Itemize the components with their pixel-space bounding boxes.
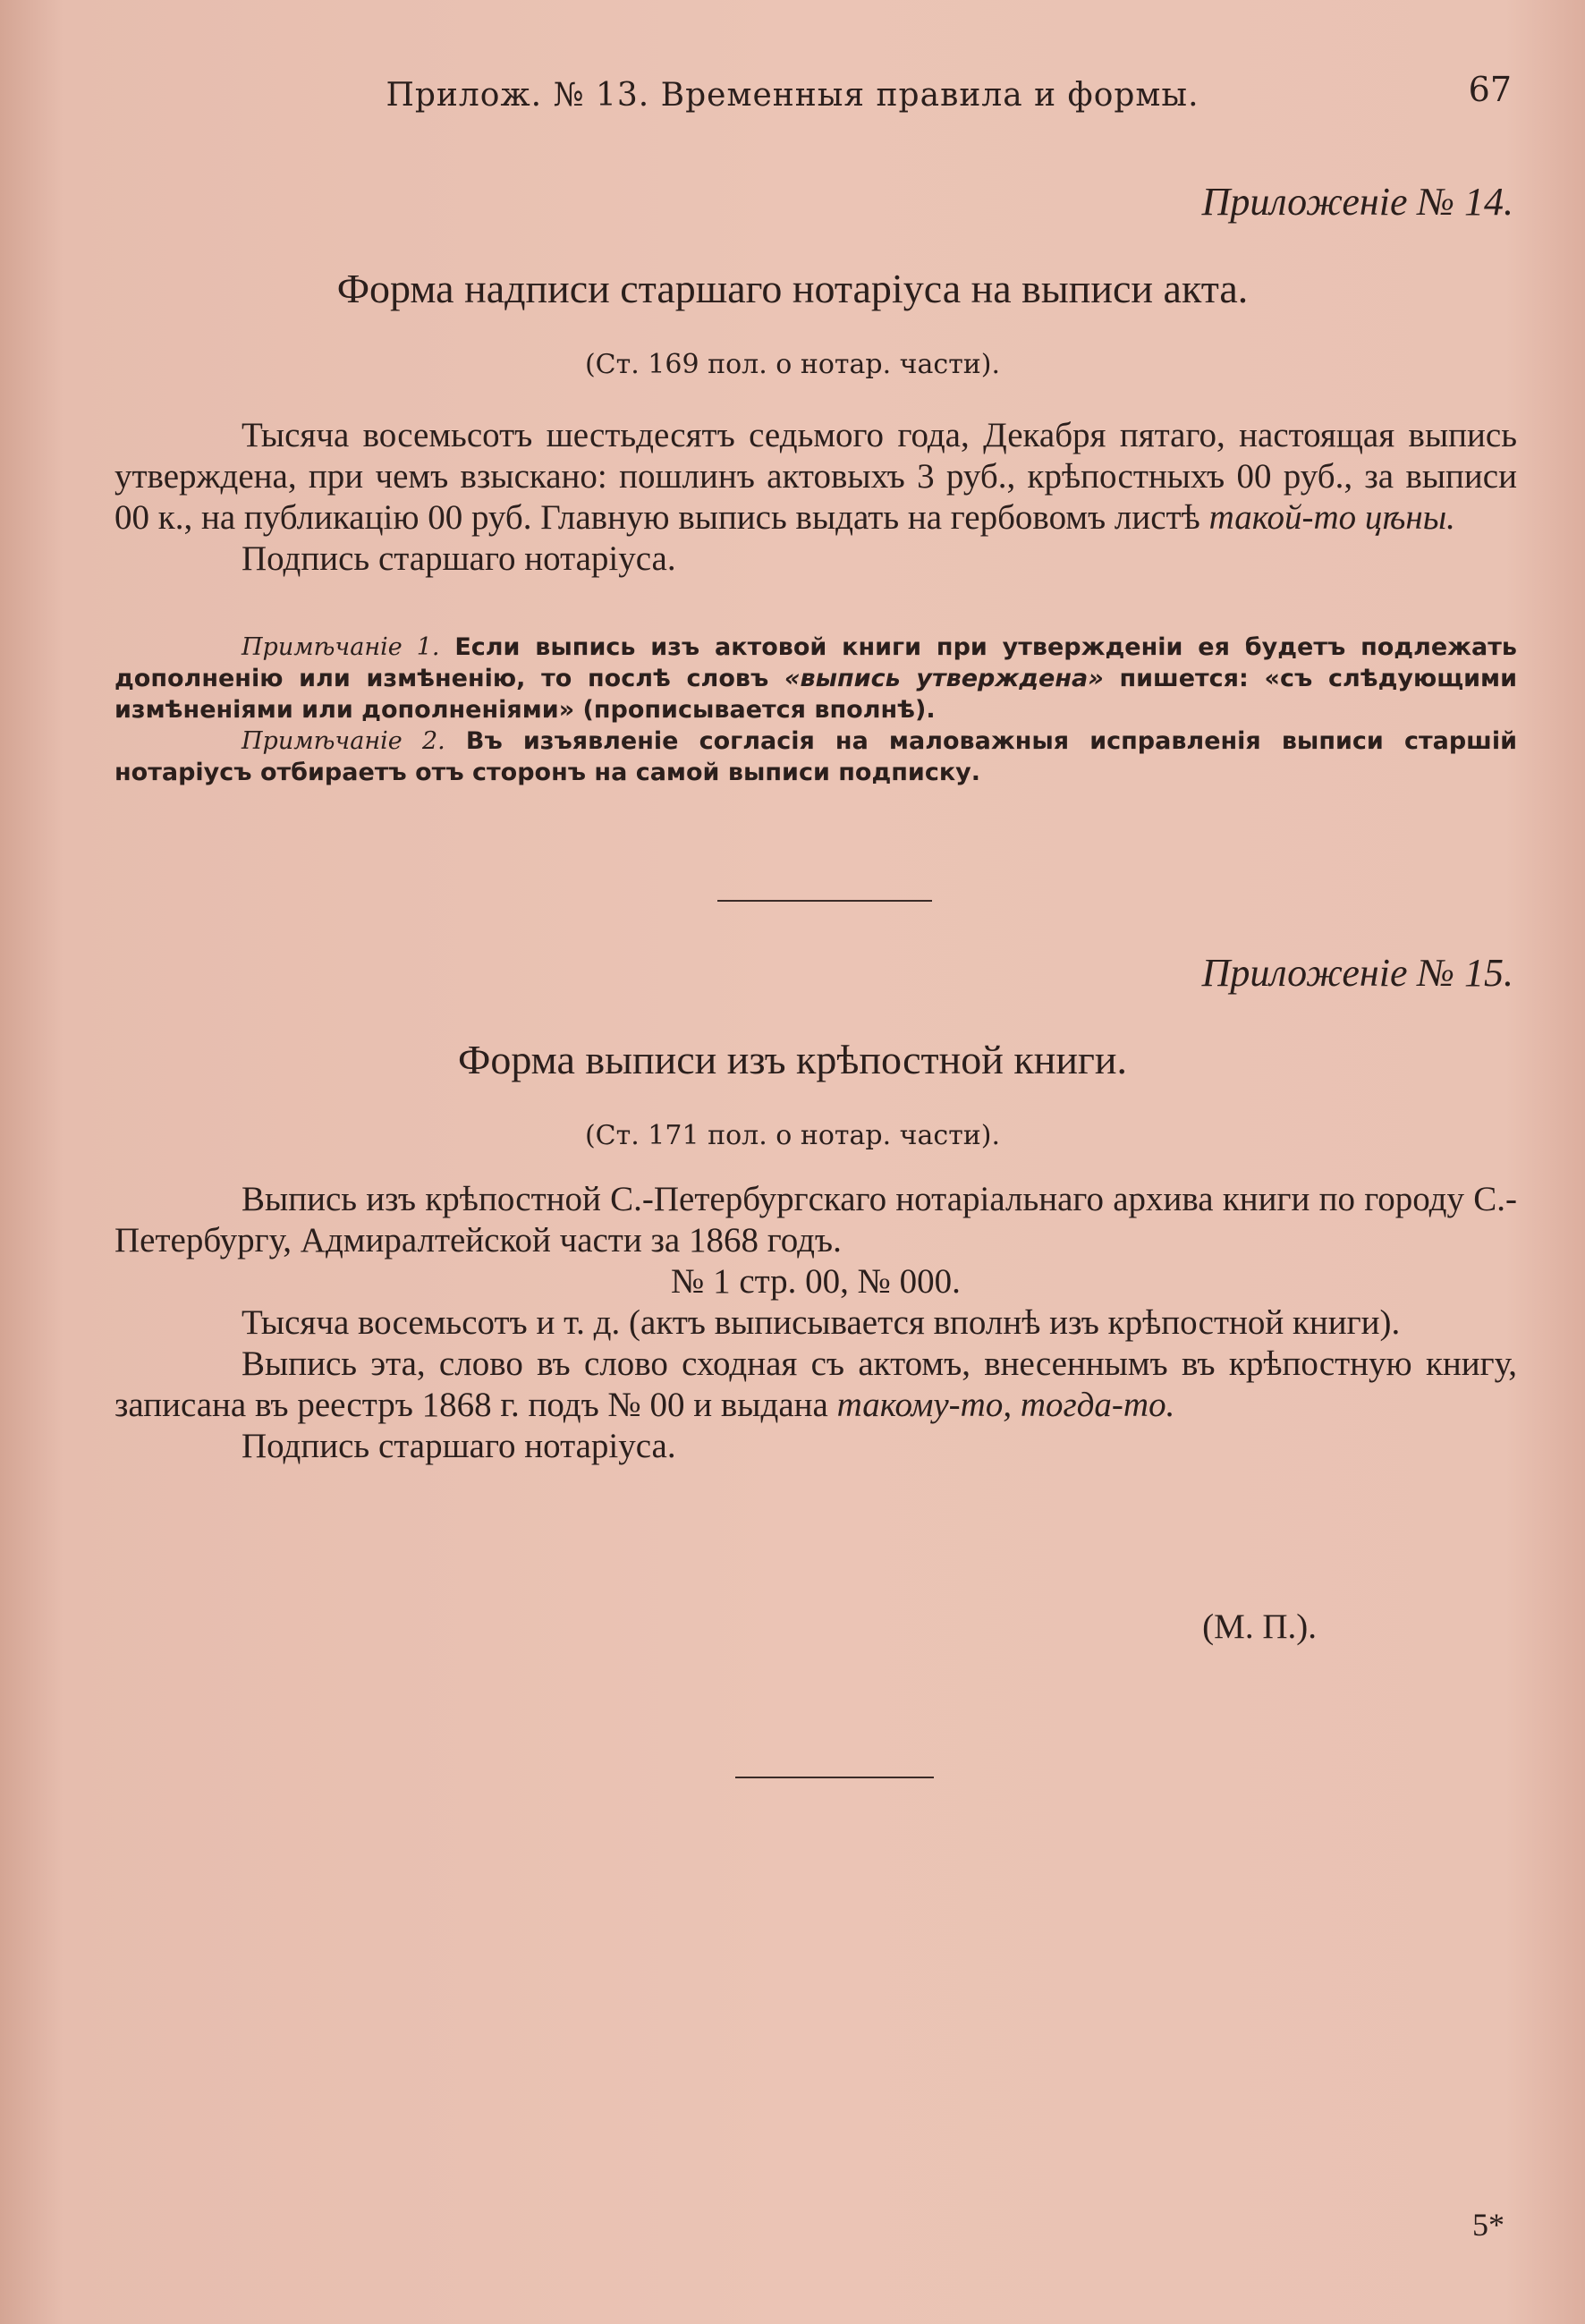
appendix-15-paragraph-1: Выпись изъ крѣпостной С.-Петербургскаго нотаріальнаго архива книги по городу С.-Петербургу, Адмиралтейской части за 1868 годъ. [114, 1180, 1517, 1260]
appendix-15-signature: Подпись старшаго нотаріуса. [242, 1427, 676, 1465]
note-2-text: Въ изъявленіе согласія на маловажныя исправленія выписи старшій нотаріусъ отбираетъ отъ сторонъ на самой выписи подписку. [114, 727, 1517, 786]
seal-mark: (М. П.). [1202, 1607, 1317, 1646]
appendix-15-reference: (Ст. 171 пол. о нотар. части). [584, 1120, 1001, 1151]
paragraph-italic: такому-то, тогда-то. [836, 1386, 1175, 1424]
note-1-text-b: пишется: «съ слѣдующими измѣненіями или дополненіями» (прописывается вполнѣ). [114, 665, 1518, 724]
page-number: 67 [1468, 70, 1512, 109]
paragraph-text: Выпись эта, слово въ слово сходная съ актомъ, внесеннымъ въ крѣпостную книгу, записана въ реестръ 1868 г. подъ № 00 и выдана [114, 1344, 1517, 1424]
appendix-14-body [114, 415, 1517, 580]
appendix-15-label: Приложеніе № 15. [1201, 951, 1513, 995]
appendix-14-title: Форма надписи старшаго нотаріуса на выписи акта. [336, 266, 1249, 311]
appendix-15-number-line: № 1 стр. 00, № 000. [671, 1262, 961, 1301]
appendix-14-reference: (Ст. 169 пол. о нотар. части). [584, 349, 1001, 380]
section-divider-end [735, 1777, 934, 1778]
appendix-15-paragraph-3 [114, 1344, 1517, 1426]
appendix-14-paragraph [114, 415, 1517, 539]
appendix-14-notes [114, 632, 1517, 788]
printer-signature-mark: 5* [1472, 2207, 1504, 2243]
appendix-14-label: Приложеніе № 14. [1201, 180, 1513, 224]
note-2-label: Примѣчаніе 2. [242, 727, 445, 755]
appendix-15-paragraph-2: Тысяча восемьсотъ и т. д. (актъ выписывается вполнѣ изъ крѣпостной книги). [242, 1303, 1401, 1342]
appendix-14-signature: Подпись старшаго нотаріуса. [242, 539, 676, 578]
running-head: Прилож. № 13. Временныя правила и формы. [386, 77, 1199, 114]
appendix-15-body [114, 1179, 1517, 1467]
note-1 [114, 632, 1517, 725]
paragraph-text: Тысяча восемьсотъ шестьдесятъ седьмого года, Декабря пятаго, настоящая выпись утверждена, при чемъ взыскано: пошлинъ актовыхъ 3 руб., крѣпостныхъ 00 руб., за выписи 00 к., на публикацію 00 руб. Главную выпись выдать на гербовомъ листѣ [114, 416, 1517, 537]
paragraph-italic: такой-то цѣны. [1208, 498, 1455, 537]
appendix-15-title: Форма выписи изъ крѣпостной книги. [458, 1037, 1127, 1082]
note-2 [114, 725, 1517, 788]
note-1-quote: «выпись утверждена» [784, 665, 1104, 692]
note-1-label: Примѣчаніе 1. [242, 633, 440, 661]
section-divider [717, 900, 932, 902]
note-1-text-a: Если выпись изъ актовой книги при утвержденіи ея будетъ подлежать дополненію или измѣненію, то послѣ словъ [114, 633, 1517, 692]
